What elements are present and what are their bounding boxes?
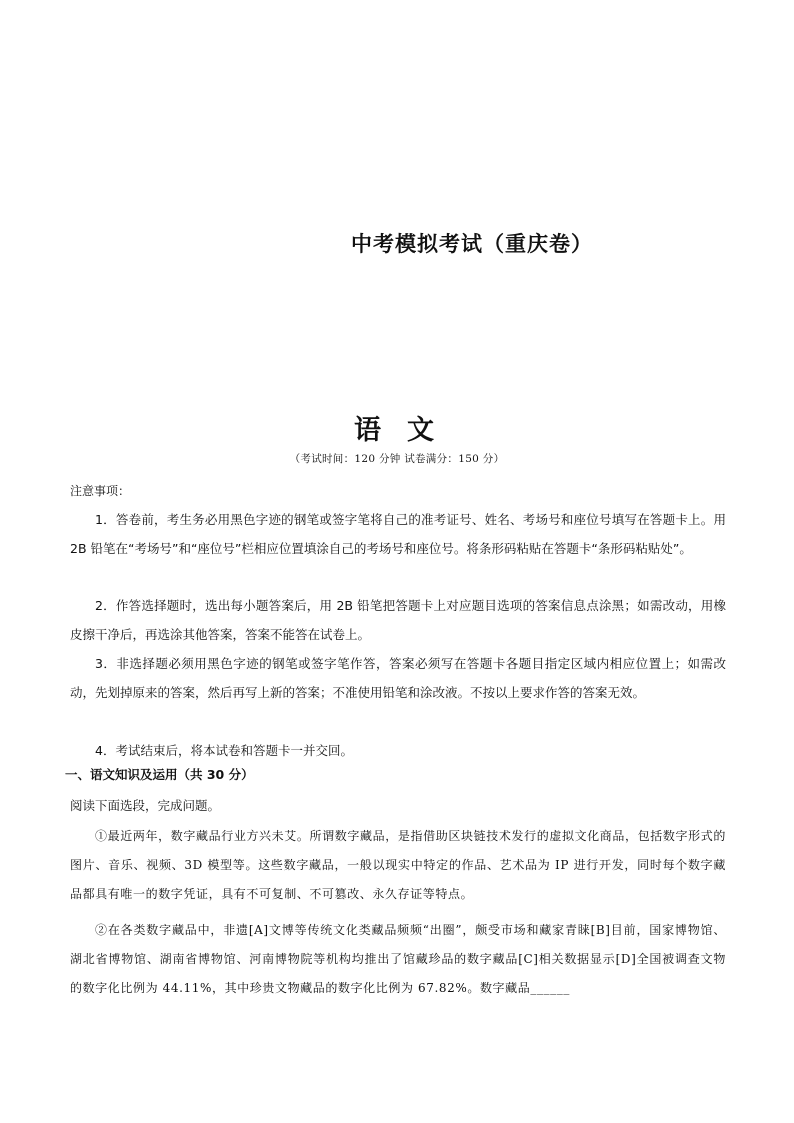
section-heading: 一、语文知识及运用（共 30 分） <box>65 767 254 782</box>
notice-item-3: 3．非选择题必须用黑色字迹的钢笔或签字笔作答，答案必须写在答题卡各题目指定区域内相应位置上；如需改动，先划掉原来的答案，然后再写上新的答案；不准使用铅笔和涂改液。不按以上要求作答的答案无效。 <box>70 656 726 700</box>
notice-item-2: 2．作答选择题时，选出每小题答案后，用 2B 铅笔把答题卡上对应题目选项的答案信息点涂黑；如需改动，用橡皮擦干净后，再选涂其他答案，答案不能答在试卷上。 <box>70 598 726 642</box>
subject-title: 语文 <box>354 415 460 446</box>
exam-title: 中考模拟考试（重庆卷） <box>351 232 593 256</box>
notice-item-1: 1．答卷前，考生务必用黑色字迹的钢笔或签字笔将自己的准考证号、姓名、考场号和座位号填写在答题卡上。用 2B 铅笔在“考场号”和“座位号”栏相应位置填涂自己的考场号和座位号。将条形码粘贴在答题卡“条形码粘贴处”。 <box>70 512 726 556</box>
reading-instruction: 阅读下面选段，完成问题。 <box>70 798 221 813</box>
notice-heading: 注意事项： <box>70 484 131 498</box>
notice-item-4: 4．考试结束后，将本试卷和答题卡一并交回。 <box>95 743 353 758</box>
passage-paragraph-2: ②在各类数字藏品中，非遗[A]文博等传统文化类藏品频频“出圈”，颇受市场和藏家青睐[B]目前，国家博物馆、湖北省博物馆、湖南省博物馆、河南博物院等机构均推出了馆藏珍品的数字藏品[C]相关数据显示[D]全国被调查文物的数字化比例为 44.11%，其中珍贵文物藏品的数字化比例为 67.82%。数字藏品______ <box>70 923 726 995</box>
exam-time-info: （考试时间：120 分钟 试卷满分：150 分） <box>289 453 505 465</box>
passage-paragraph-1: ①最近两年，数字藏品行业方兴未艾。所谓数字藏品，是指借助区块链技术发行的虚拟文化商品，包括数字形式的图片、音乐、视频、3D 模型等。这些数字藏品，一般以现实中特定的作品、艺术品为 IP 进行开发，同时每个数字藏品都具有唯一的数字凭证，具有不可复制、不可篡改、永久存证等特点。 <box>70 829 726 901</box>
